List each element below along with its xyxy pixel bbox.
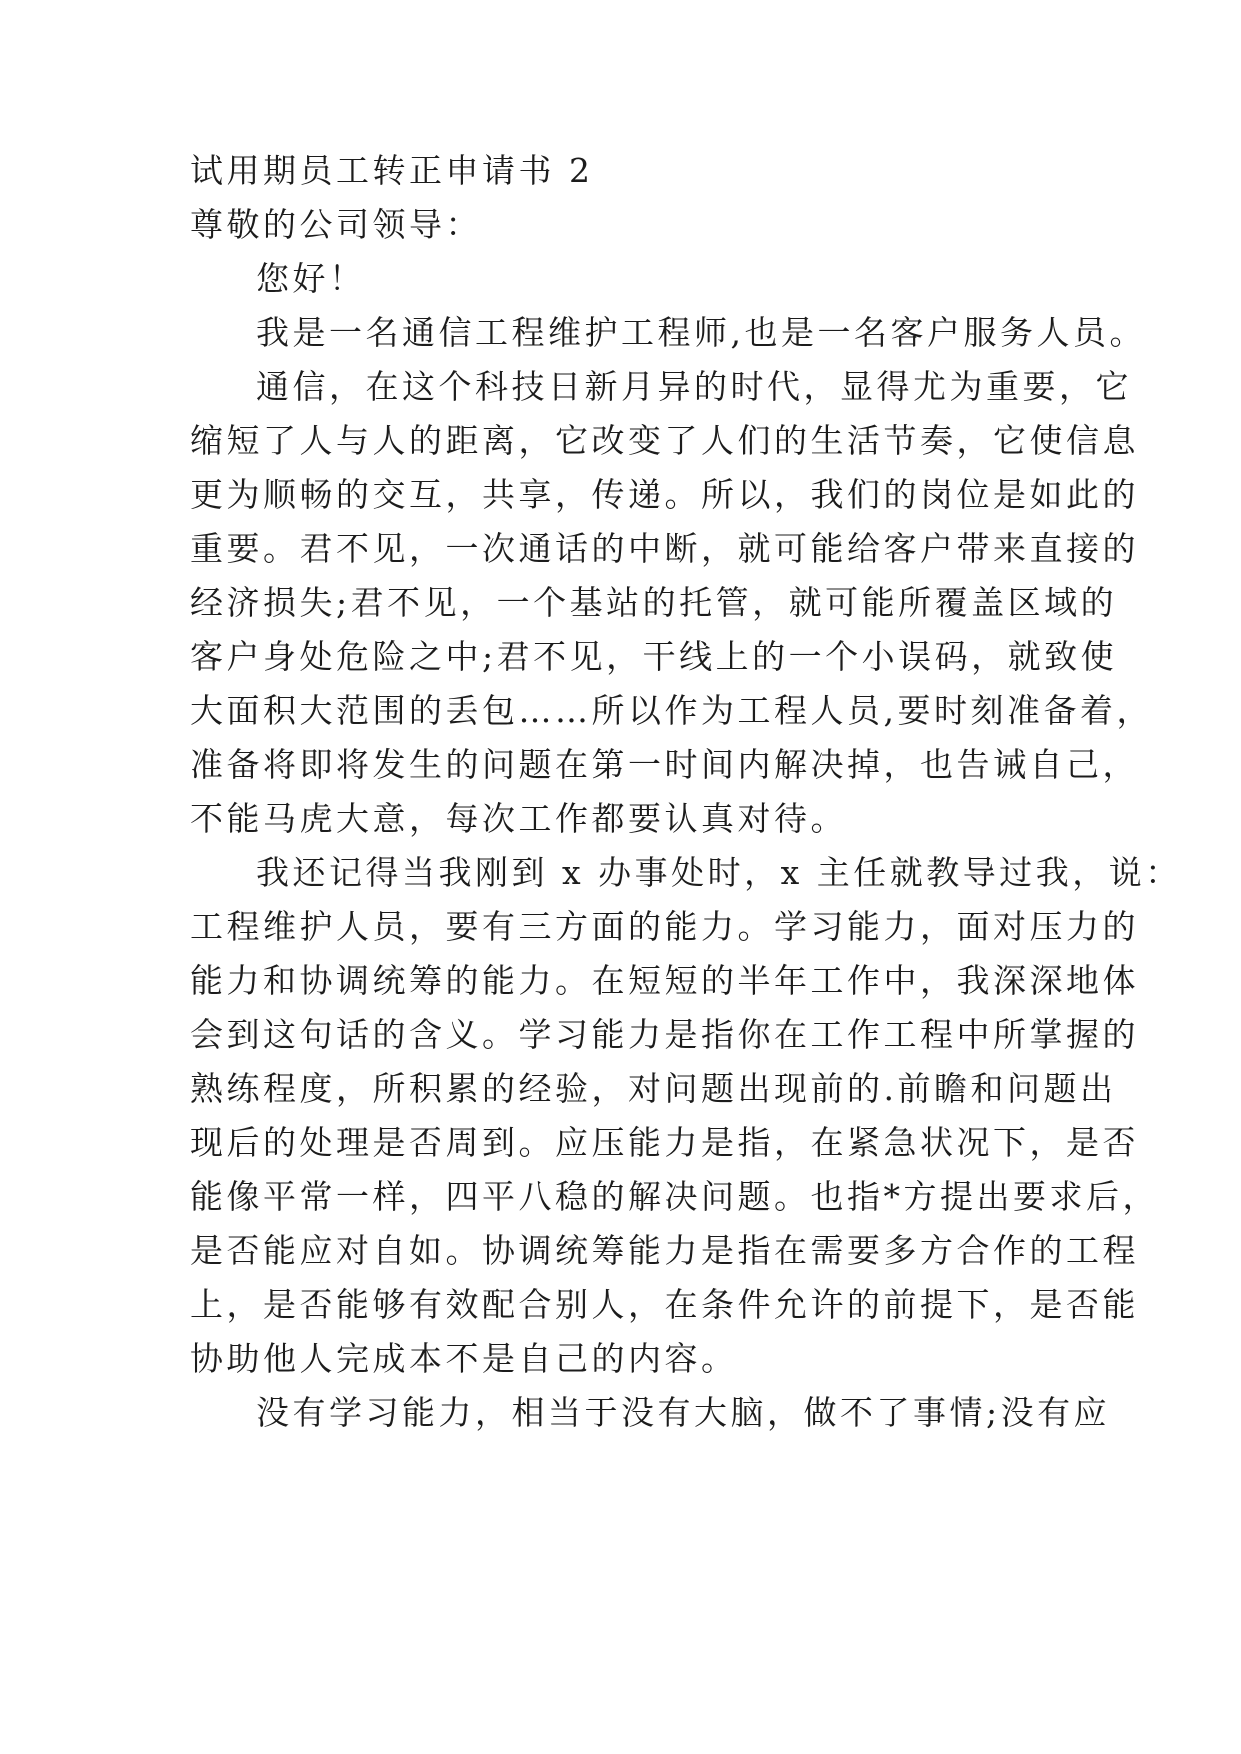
text-line: 经济损失;君不见，一个基站的托管，就可能所覆盖区域的	[190, 583, 1118, 622]
text-line: 工程维护人员，要有三方面的能力。学习能力，面对压力的	[190, 907, 1139, 946]
text-line: 我是一名通信工程维护工程师,也是一名客户服务人员。	[256, 313, 1146, 352]
text-line: 不能马虎大意，每次工作都要认真对待。	[190, 799, 847, 838]
greeting: 您好！	[256, 259, 366, 298]
text-line: 重要。君不见，一次通话的中断，就可能给客户带来直接的	[190, 529, 1139, 568]
text-line: 协助他人完成本不是自己的内容。	[190, 1339, 738, 1378]
text-line: 通信，在这个科技日新月异的时代，显得尤为重要，它	[256, 367, 1132, 406]
document-title: 试用期员工转正申请书 2	[190, 151, 594, 190]
text-line: 能像平常一样，四平八稳的解决问题。也指*方提出要求后，	[190, 1177, 1159, 1216]
text-line: 大面积大范围的丢包……所以作为工程人员,要时刻准备着，	[190, 691, 1153, 730]
text-line: 是否能应对自如。协调统筹能力是指在需要多方合作的工程	[190, 1231, 1139, 1270]
text-line: 更为顺畅的交互，共享，传递。所以，我们的岗位是如此的	[190, 475, 1139, 514]
text-line: 会到这句话的含义。学习能力是指你在工作工程中所掌握的	[190, 1015, 1139, 1054]
text-line: 上，是否能够有效配合别人，在条件允许的前提下，是否能	[190, 1285, 1139, 1324]
text-line: 准备将即将发生的问题在第一时间内解决掉，也告诫自己，	[190, 745, 1139, 784]
text-line: 缩短了人与人的距离，它改变了人们的生活节奏，它使信息	[190, 421, 1139, 460]
text-line: 熟练程度，所积累的经验，对问题出现前的.前瞻和问题出	[190, 1069, 1117, 1108]
text-line: 能力和协调统筹的能力。在短短的半年工作中，我深深地体	[190, 961, 1139, 1000]
text-line: 没有学习能力，相当于没有大脑，做不了事情;没有应	[256, 1393, 1111, 1432]
text-line: 客户身处危险之中;君不见，干线上的一个小误码，就致使	[190, 637, 1118, 676]
text-line: 我还记得当我刚到 x 办事处时，x 主任就教导过我，说：	[256, 853, 1182, 892]
salutation: 尊敬的公司领导：	[190, 205, 482, 244]
text-line: 现后的处理是否周到。应压能力是指，在紧急状况下，是否	[190, 1123, 1139, 1162]
